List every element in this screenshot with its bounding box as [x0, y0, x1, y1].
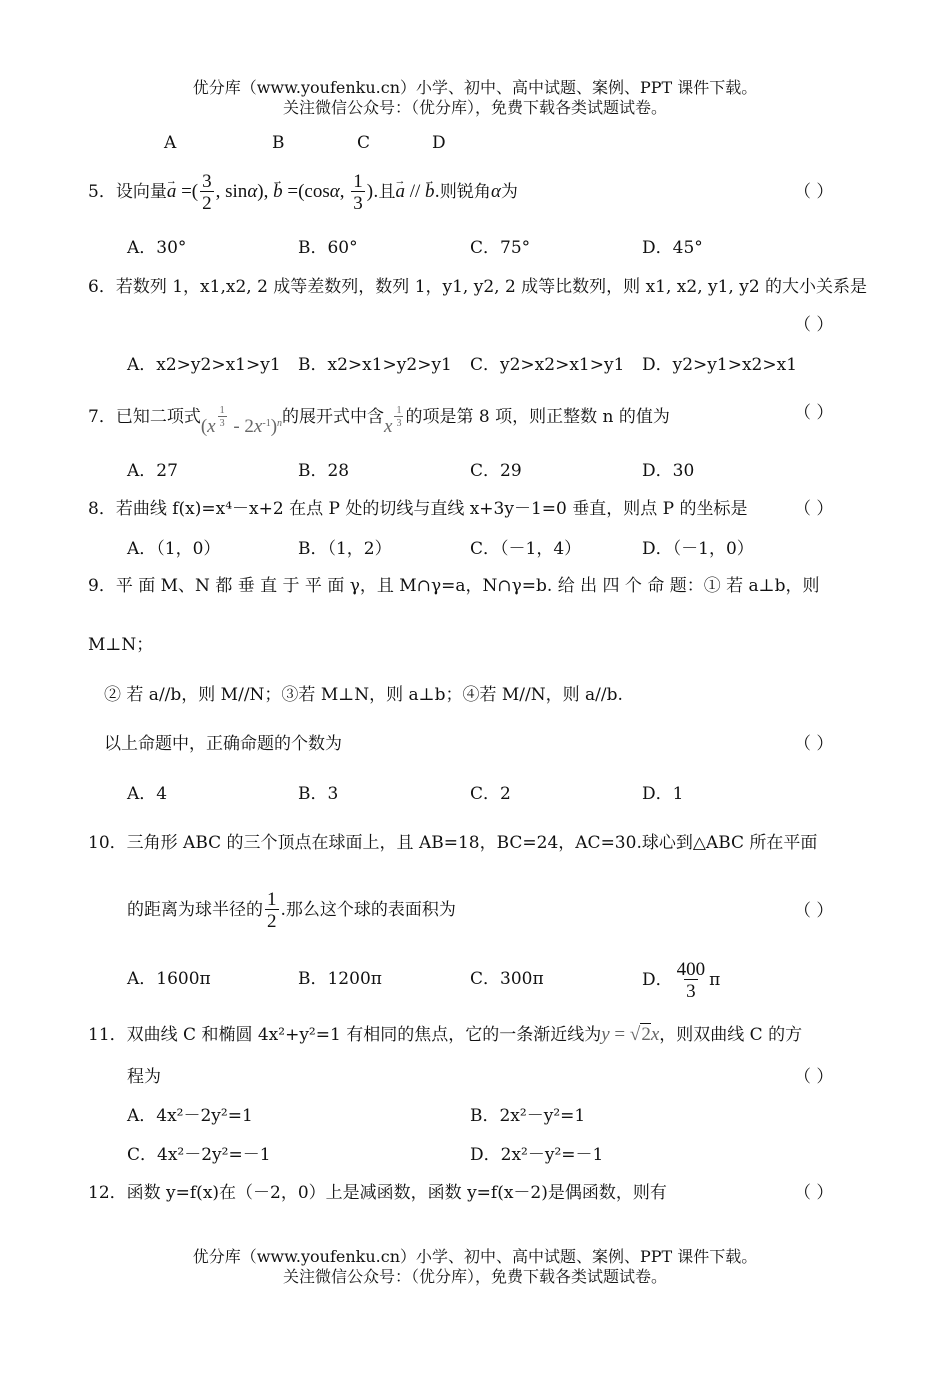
q9-line-1: 平 面 M、N 都 垂 直 于 平 面 γ，且 M∩γ=a，N∩γ=b. 给 出 四 个 命 题：① 若 a⊥b，则	[115, 576, 820, 596]
header-line-2: 关注微信公众号：（优分库），免费下载各类试题试卷。	[282, 98, 667, 117]
q10-number: 10．	[88, 833, 127, 853]
q11-option-d: D．2x²－y²=－1	[470, 1145, 604, 1165]
q10-half-fraction: $\frac{1}{2}$	[267, 889, 277, 932]
q11-answer-paren: （ ）	[794, 1067, 834, 1087]
q7-number: 7．	[88, 406, 116, 427]
q7-binomial-formula: (x $^{\frac{1}{3}}$ - $2x^{-1})^n$	[200, 405, 283, 437]
q5-vector-a-formula: → a =( $\frac{3}{2}$ , sinα), → b =(cosα, $\frac{1}{3}$ )	[167, 181, 373, 202]
q7-option-c: C．29	[470, 461, 522, 481]
q6-option-a: A．x2>y2>x1>y1	[127, 355, 281, 375]
top-option-c: C	[357, 133, 371, 153]
q5-option-d: D．45°	[642, 238, 703, 258]
q9-option-c: C．2	[470, 784, 511, 804]
q5-text-end: 为	[500, 182, 518, 202]
q7-text-mid: 的展开式中含	[282, 406, 385, 427]
q6-text: 若数列 1，x1,x2, 2 成等差数列，数列 1，y1, y2, 2 成等比数列，则 x1, x2, y1, y2 的大小关系是	[115, 277, 868, 297]
q10-option-c: C．300π	[470, 969, 544, 989]
q10-option-d-fraction: $\frac{400}{3}$	[676, 959, 706, 1002]
q7-option-b: B．28	[298, 461, 350, 481]
q9-line-4: 以上命题中，正确命题的个数为	[104, 734, 342, 754]
q5-option-b: B．60°	[298, 238, 358, 258]
q10-option-d	[642, 958, 720, 1002]
q9-option-a: A．4	[127, 784, 168, 804]
q8-number: 8．	[88, 499, 116, 519]
q6-option-c: C．y2>x2>x1>y1	[470, 355, 625, 375]
q6-number: 6．	[88, 277, 116, 297]
question-9-line-1	[88, 578, 820, 595]
q5-text-after: .则锐角	[434, 182, 491, 202]
q5-number: 5．	[88, 182, 116, 202]
question-8	[88, 501, 748, 518]
question-11-line-1	[88, 1025, 802, 1044]
question-5	[88, 172, 518, 213]
q9-option-d: D．1	[642, 784, 684, 804]
q11-option-a: A．4x²－2y²=1	[127, 1106, 253, 1126]
q9-number: 9．	[88, 576, 116, 596]
q10-option-d-label: D．	[642, 970, 673, 990]
q10-line-1: 三角形 ABC 的三个顶点在球面上，且 AB=18，BC=24，AC=30.球心到△ABC 所在平面	[126, 833, 818, 853]
q5-option-c: C．75°	[470, 238, 531, 258]
q11-line-1-before: 双曲线 C 和椭圆 4x²+y²=1 有相同的焦点，它的一条渐近线为	[126, 1025, 602, 1045]
q10-answer-paren: （ ）	[794, 901, 834, 921]
q6-option-d: D．y2>y1>x2>x1	[642, 355, 798, 375]
q7-answer-paren: （ ）	[794, 403, 834, 423]
q8-option-c: C．（－1，4）	[470, 539, 582, 559]
q12-number: 12．	[88, 1183, 127, 1203]
footer-line-2: 关注微信公众号：（优分库），免费下载各类试题试卷。	[282, 1267, 667, 1286]
q8-option-a: A．（1，0）	[127, 539, 221, 559]
top-option-b: B	[272, 133, 285, 153]
q11-asymptote-formula: y = √2x	[601, 1024, 660, 1045]
q5-parallel-formula: → a // → b	[395, 181, 434, 202]
q5-alpha: α	[490, 181, 501, 202]
q10-line-2	[127, 888, 456, 932]
q5-text-mid: .且	[373, 182, 396, 202]
q5-option-a: A．30°	[127, 238, 187, 258]
top-option-d: D	[432, 133, 446, 153]
q5-answer-paren: （ ）	[794, 182, 834, 202]
q6-answer-paren: （ ）	[794, 315, 834, 335]
q11-number: 11．	[88, 1025, 127, 1045]
q9-option-b: B．3	[298, 784, 339, 804]
question-6	[88, 279, 867, 296]
question-7	[88, 396, 670, 435]
q7-option-d: D．30	[642, 461, 695, 481]
q12-text: 函数 y=f(x)在（－2，0）上是减函数，函数 y=f(x－2)是偶函数，则有	[126, 1183, 667, 1203]
q10-line-2-before: 的距离为球半径的	[127, 900, 263, 920]
header-line-1: 优分库（www.youfenku.cn）小学、初中、高中试题、案例、PPT 课件下载。	[192, 78, 758, 97]
q7-option-a: A．27	[127, 461, 178, 481]
q8-option-d: D．（－1，0）	[642, 539, 754, 559]
top-option-a: A	[164, 133, 177, 153]
q10-option-d-pi: π	[709, 970, 721, 990]
q11-option-b: B．2x²－y²=1	[470, 1106, 586, 1126]
q10-option-a: A．1600π	[127, 969, 211, 989]
q10-option-b: B．1200π	[298, 969, 382, 989]
q8-text: 若曲线 f(x)=x⁴－x+2 在点 P 处的切线与直线 x+3y－1=0 垂直，则点 P 的坐标是	[115, 499, 748, 519]
q5-text-before: 设向量	[115, 182, 167, 202]
q6-option-b: B．x2>x1>y2>y1	[298, 355, 452, 375]
q11-line-2: 程为	[127, 1067, 161, 1087]
q7-text-before: 已知二项式	[115, 406, 201, 427]
q9-line-2: M⊥N；	[88, 635, 154, 655]
q7-term-formula: x $^{\frac{1}{3}}$	[384, 405, 402, 437]
q8-answer-paren: （ ）	[794, 499, 834, 519]
q9-line-3: ② 若 a//b，则 M//N；③若 M⊥N，则 a⊥b；④若 M//N，则 a//b.	[104, 685, 623, 705]
footer-line-1: 优分库（www.youfenku.cn）小学、初中、高中试题、案例、PPT 课件下载。	[192, 1247, 758, 1266]
q12-answer-paren: （ ）	[794, 1183, 834, 1203]
question-12	[88, 1185, 667, 1202]
q10-line-2-after: .那么这个球的表面积为	[280, 900, 456, 920]
q9-answer-paren: （ ）	[794, 734, 834, 754]
q8-option-b: B．（1，2）	[298, 539, 392, 559]
q11-line-1-after: ，则双曲线 C 的方	[659, 1025, 803, 1045]
q11-option-c: C．4x²－2y²=－1	[127, 1145, 271, 1165]
q7-text-after: 的项是第 8 项，则正整数 n 的值为	[405, 406, 670, 427]
question-10-line-1	[88, 835, 817, 852]
